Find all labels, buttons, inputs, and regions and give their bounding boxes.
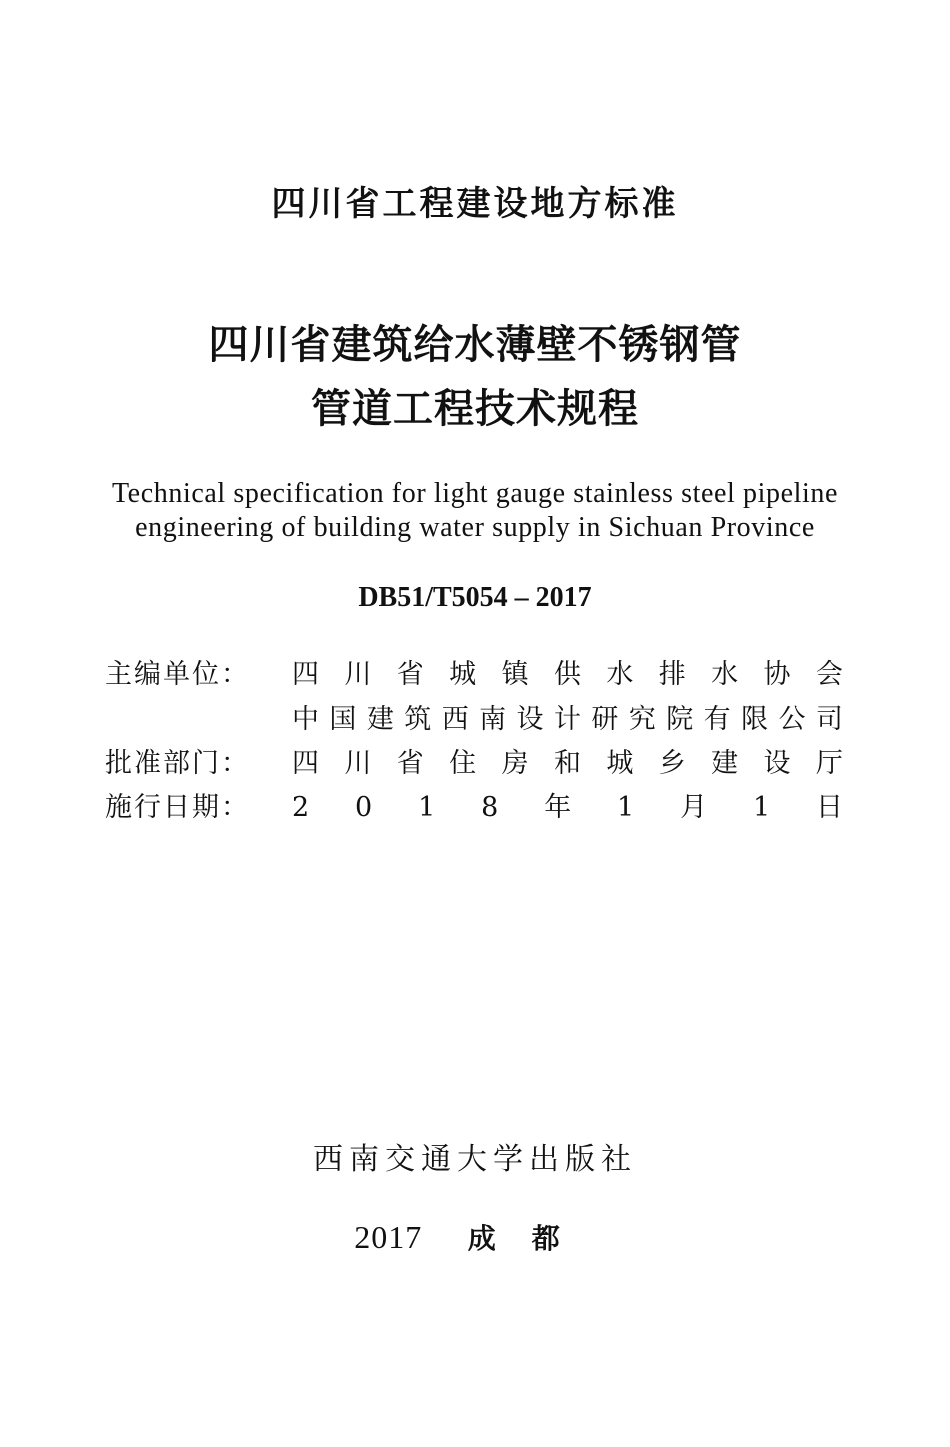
- approver-label: 批准部门：: [105, 748, 250, 779]
- series-title: 四川省工程建设地方标准: [271, 184, 679, 224]
- effective-date-label: 施行日期：: [105, 792, 250, 823]
- editor-label: 主编单位：: [105, 659, 250, 690]
- publication-city: 成都: [467, 1222, 596, 1255]
- publication-place: [0, 1218, 950, 1258]
- title-en-line-1: Technical specification for light gauge stainless steel pipeline: [111, 478, 839, 509]
- title-en-line-2: engineering of building water supply in Sichuan Province: [135, 512, 815, 543]
- effective-date-value: 2 0 1 8 年 1 月 1 日: [292, 792, 843, 823]
- standard-code: DB51/T5054 – 2017: [358, 582, 592, 613]
- editor-value-1: 四 川 省 城 镇 供 水 排 水 协 会: [292, 659, 843, 690]
- publisher: 西南交通大学出版社: [313, 1142, 637, 1177]
- title-cn-line-2: 管道工程技术规程: [311, 386, 639, 432]
- approver-value: 四 川 省 住 房 和 城 乡 建 设 厅: [292, 748, 843, 779]
- title-cn-line-1: 四川省建筑给水薄壁不锈钢管: [208, 322, 742, 368]
- publication-year: 2017: [354, 1219, 423, 1255]
- editor-value-2: 中 国 建 筑 西 南 设 计 研 究 院 有 限 公 司: [292, 704, 843, 735]
